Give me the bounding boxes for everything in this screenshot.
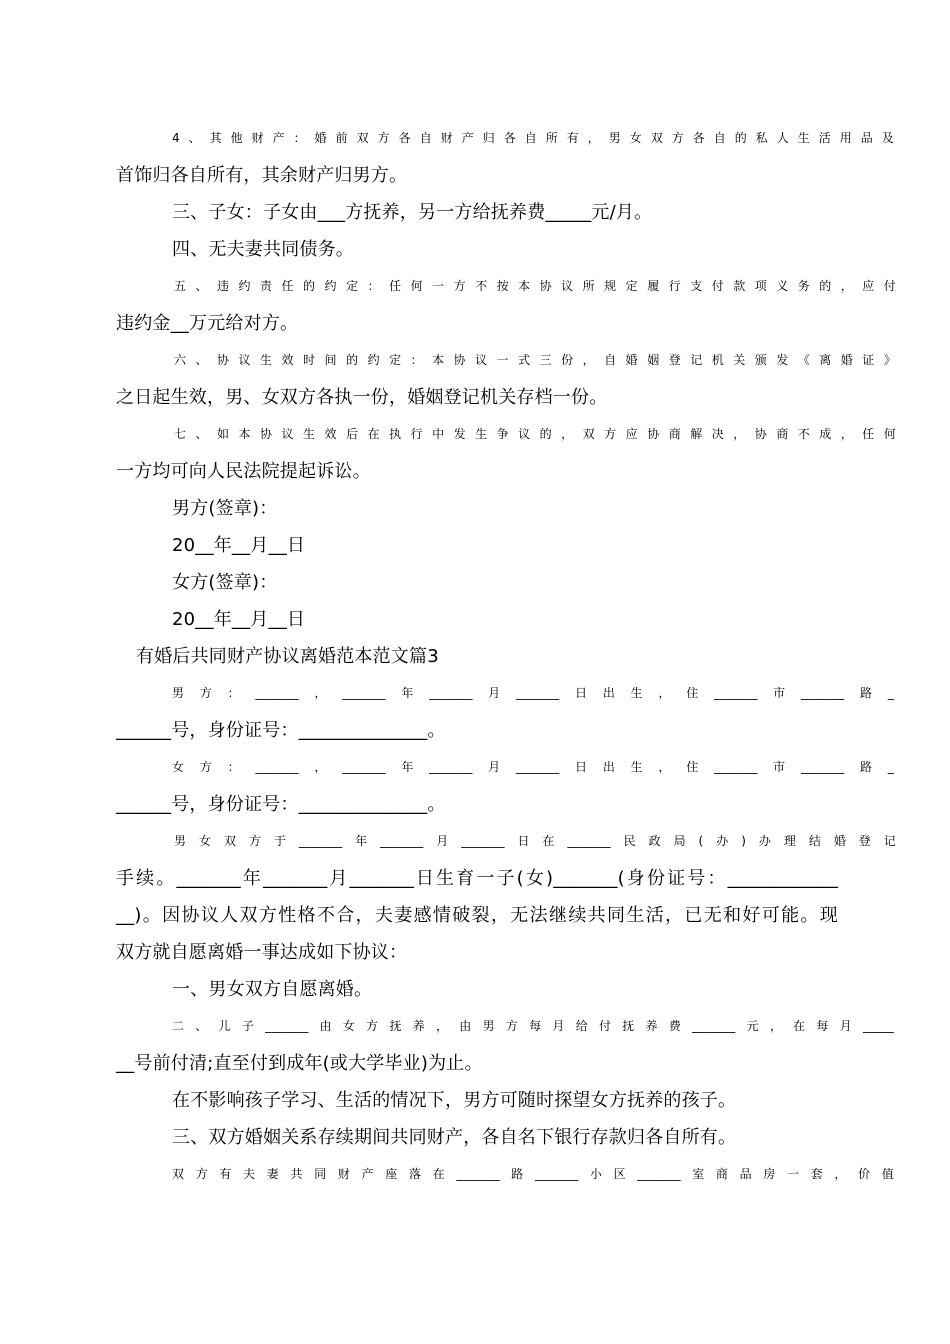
paragraph-line: ______号，身份证号：______________。 <box>116 720 446 741</box>
paragraph-line: 三、双方婚姻关系存续期间共同财产，各自名下银行存款归各自所有。 <box>172 1127 737 1148</box>
paragraph-line: 双方有夫妻共同财产座落在_______路_______小区_______室商品房一套，价值 <box>172 1167 894 1181</box>
paragraph-line: 三、子女：子女由___方抚养，另一方给抚养费_____元/月。 <box>172 202 653 223</box>
paragraph-line: 一方均可向人民法院提起诉讼。 <box>116 461 371 482</box>
paragraph-line: 男女双方于_______年_______月_______日在_______民政局(办)办理结婚登记 <box>174 834 896 848</box>
paragraph-line: 男方：_______，_______年_______月_______日出生，住_______市_______路_ <box>172 686 894 700</box>
paragraph-line: 在不影响孩子学习、生活的情况下，男方可随时探望女方抚养的孩子。 <box>172 1090 737 1111</box>
paragraph-line: 4、其他财产：婚前双方各自财产归各自所有，男女双方各自的私人生活用品及 <box>172 131 894 145</box>
paragraph-line: 七、如本协议生效后在执行中发生争议的，双方应协商解决，协商不成，任何 <box>174 427 896 441</box>
document-page <box>116 120 896 1193</box>
paragraph-line: 女方：_______，_______年_______月_______日出生，住_______市_______路_ <box>172 760 894 774</box>
paragraph-line: ______号，身份证号：______________。 <box>116 794 446 815</box>
section-title: 有婚后共同财产协议离婚范本范文篇3 <box>136 646 439 667</box>
signature-line-male: 男方(签章)： <box>172 498 278 519</box>
paragraph-line: 一、男女双方自愿离婚。 <box>172 979 373 1000</box>
paragraph-line: 二、儿子_______由女方抚养，由男方每月给付抚养费_______元，在每月_____ <box>172 1019 894 1033</box>
paragraph-line: 之日起生效，男、女双方各执一份，婚姻登记机关存档一份。 <box>116 387 608 408</box>
paragraph-line: 手续。_______年_______月_______日生育一子(女)_______(身份证号：____________ <box>116 868 838 889</box>
signature-line-female: 女方(签章)： <box>172 572 278 593</box>
paragraph-line: 四、无夫妻共同债务。 <box>172 239 354 260</box>
paragraph-line: 六、协议生效时间的约定：本协议一式三份，自婚姻登记机关颁发《离婚证》 <box>174 353 896 367</box>
paragraph-line: 双方就自愿离婚一事达成如下协议： <box>116 942 408 963</box>
date-line: 20__年__月__日 <box>172 609 306 630</box>
paragraph-line: __号前付清;直至付到成年(或大学毕业)为止。 <box>116 1053 483 1074</box>
paragraph-line: 首饰归各自所有，其余财产归男方。 <box>116 165 408 186</box>
paragraph-line: 五、违约责任的约定：任何一方不按本协议所规定履行支付款项义务的，应付 <box>174 279 896 293</box>
paragraph-line: __)。因协议人双方性格不合，夫妻感情破裂，无法继续共同生活，已无和好可能。现 <box>116 905 838 926</box>
paragraph-line: 违约金__万元给对方。 <box>116 313 299 334</box>
date-line: 20__年__月__日 <box>172 535 306 556</box>
